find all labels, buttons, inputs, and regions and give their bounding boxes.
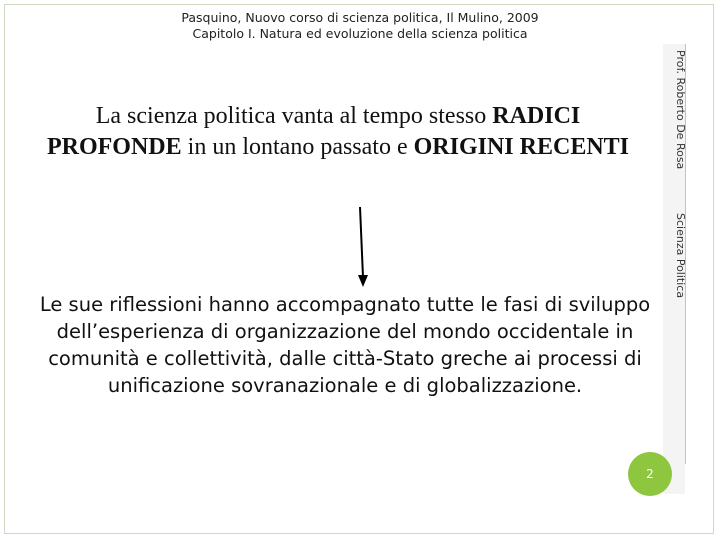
sidebar-course: Scienza Politica bbox=[674, 212, 687, 298]
slide-body: Le sue riflessioni hanno accompagnato tutte le fasi di sviluppo dell’esperienza di organizzazione del mondo occidentale in comunità e collettività, dalle città-Stato greche ai processi di unificazione sovranazionale e di globalizzazione. bbox=[39, 293, 651, 397]
sidebar-author: Prof. Roberto De Rosa bbox=[674, 50, 687, 170]
down-arrow-icon bbox=[350, 205, 380, 290]
title-text-1: La scienza politica vanta al tempo stesso bbox=[95, 103, 493, 129]
page-number-badge: 2 bbox=[628, 452, 672, 496]
title-bold-1: RADICI PROFONDE bbox=[46, 103, 581, 160]
slide-header bbox=[0, 10, 720, 42]
header-line-1: Pasquino, Nuovo corso di scienza politica, Il Mulino, 2009 bbox=[181, 10, 539, 25]
header-line-2: Capitolo I. Natura ed evoluzione della scienza politica bbox=[192, 26, 528, 41]
slide-title bbox=[30, 101, 646, 163]
title-text-2: in un lontano passato e bbox=[181, 134, 414, 160]
sidebar-text bbox=[674, 50, 687, 298]
title-bold-2: ORIGINI RECENTI bbox=[413, 134, 630, 160]
